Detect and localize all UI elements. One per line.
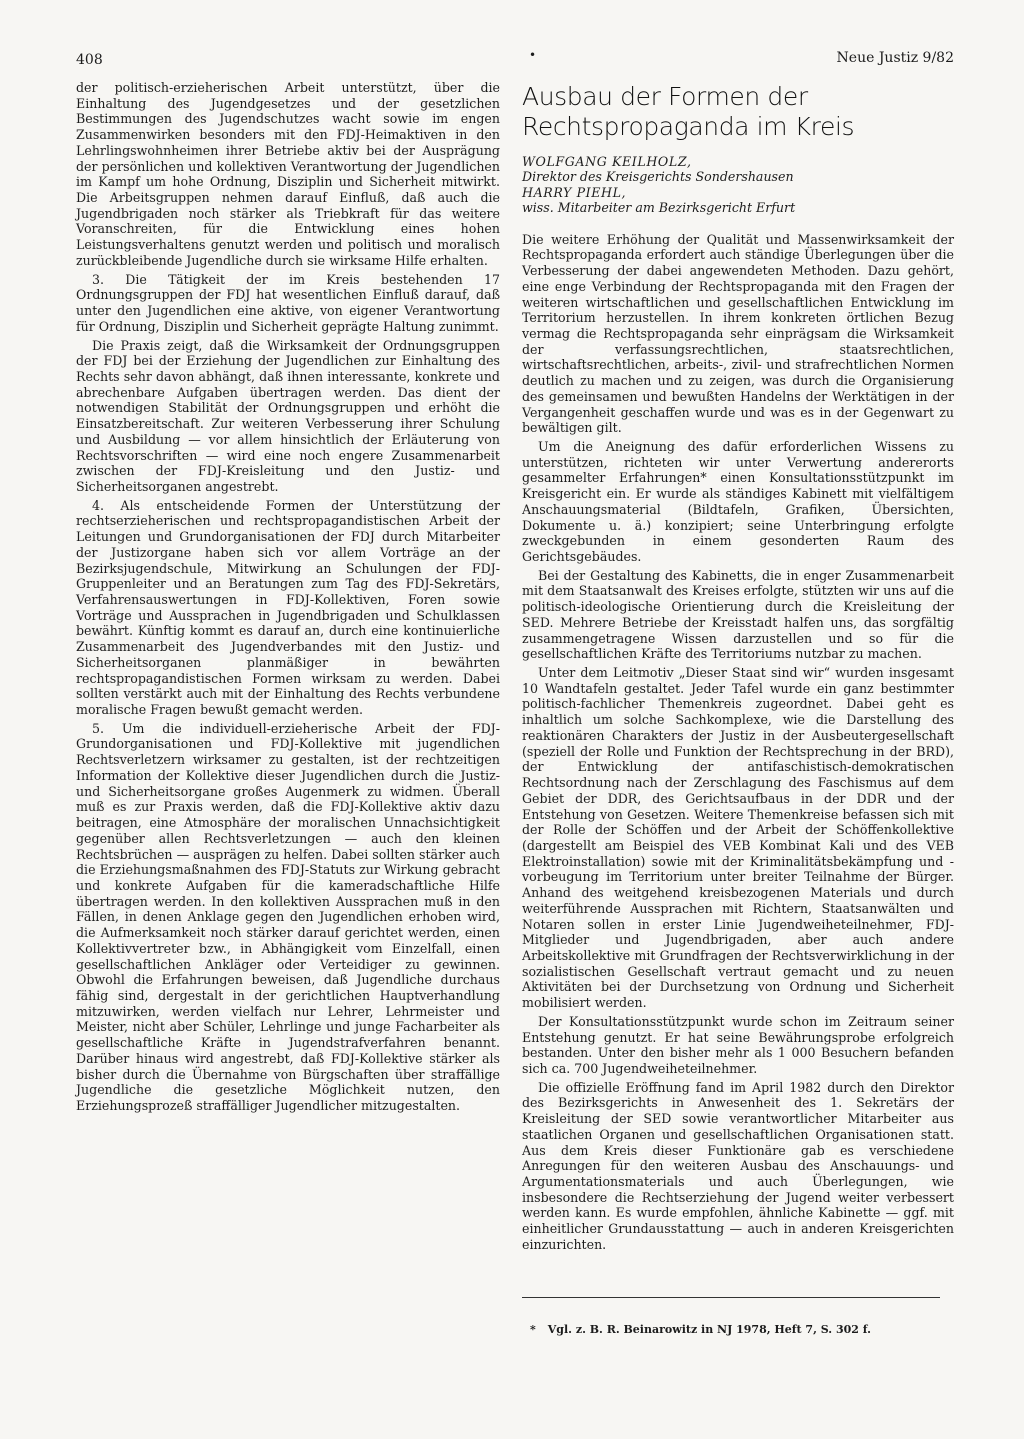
left-paragraph: 5. Um die individuell-erzieherische Arbeit der FDJ-Grundorganisationen und FDJ-Kollektive mit jugendlichen Rechtsverletzern wirksamer zu gestalten, ist der rechtzeitigen Information der Kollektive dieser Jugendlichen durch die Justiz- und Sicherheitsorgane großes Augenmerk zu widmen. Überall muß es zur Praxis werden, daß die FDJ-Kollektive aktiv dazu beitragen, eine Atmosphäre der moralischen Unnachsichtigkeit gegenüber allen Rechtsverletzungen — auch den kleinen Rechtsbrüchen — ausprägen zu helfen. Dabei sollten stärker auch die Erziehungsmaßnahmen des FDJ-Statuts zur Wirkung gebracht und konkrete Aufgaben für die kameradschaftliche Hilfe übertragen werden. In den kollektiven Aussprachen muß in den Fällen, in denen Anklage gegen den Jugendlichen erhoben wird, die Aufmerksamkeit noch stärker darauf gerichtet werden, einen Kollektivvertreter bzw., in Abhängigkeit vom Einzelfall, einen gesellschaftlichen Ankläger oder Verteidiger zu gewinnen. Obwohl die Erfahrungen beweisen, daß Jugendliche durchaus fähig sind, dergestalt in der gerichtlichen Hauptverhandlung mitzuwirken, werden vielfach nur Lehrer, Lehrmeister und Meister, nicht aber Schüler, Lehrlinge und junge Facharbeiter als gesellschaftliche Kräfte in Jugendstrafverfahren benannt. Darüber hinaus wird angestrebt, daß FDJ-Kollektive stärker als bisher durch die Übernahme von Bürgschaften über straffällige Jugendliche die gesetzliche Möglichkeit nutzen, den Erziehungsprozeß straffälliger Jugendlicher mitzugestalten. [76, 720, 500, 1113]
author-role: wiss. Mitarbeiter am Bezirksgericht Erfurt [522, 200, 796, 216]
author-name: WOLFGANG KEILHOLZ, [522, 154, 692, 169]
article-title-line: Rechtspropaganda im Kreis [522, 112, 855, 141]
article-title [522, 82, 954, 142]
article-paragraph: Die offizielle Eröffnung fand im April 1982 durch den Direktor des Bezirksgerichts in Anwesenheit des 1. Sekretärs der Kreisleitung der SED sowie verantwortlicher Mitarbeiter aus staatlichen Organen und gesellschaftlichen Organisationen statt. Aus dem Kreis dieser Funktionäre gab es verschiedene Anregungen für den weiteren Ausbau des Anschauungs- und Argumentationsmaterials und auch Überlegungen, wie insbesondere die Rechtserziehung der Jugend weiter verbessert werden kann. Es wurde empfohlen, ähnliche Kabinette — ggf. mit einheitlicher Grundausstattung — auch in anderen Kreisgerichten einzurichten. [522, 1079, 954, 1252]
footnote-text: Vgl. z. B. R. Beinarowitz in NJ 1978, Heft 7, S. 302 f. [547, 1323, 871, 1336]
footnote-divider [522, 1297, 940, 1298]
article-paragraph: Um die Aneignung des dafür erforderlichen Wissens zu unterstützen, richteten wir unter Verwertung andererorts gesammelter Erfahrungen* einen Konsultationsstützpunkt im Kreisgericht ein. Er wurde als ständiges Kabinett mit vielfältigem Anschauungsmaterial (Bildtafeln, Grafiken, Übersichten, Dokumente u. ä.) konzipiert; seine Unterbringung erfolgte zweckgebunden in einem gesonderten Raum des Gerichtsgebäudes. [522, 438, 954, 564]
author-block [522, 154, 954, 216]
journal-title: Neue Justiz 9/82 [836, 50, 954, 66]
article-paragraph: Unter dem Leitmotiv „Dieser Staat sind wir“ wurden insgesamt 10 Wandtafeln gestaltet. Jeder Tafel wurde ein ganz bestimmter politisch-fachlicher Themenkreis zugeordnet. Dabei geht es inhaltlich um solche Sachkomplexe, wie die Darstellung des reaktionären Charakters der Justiz in der Ausbeutergesellschaft (speziell der Rolle und Funktion der Rechtsprechung in der BRD), der Entwicklung der antifaschistisch-demokratischen Rechtsordnung nach der Zerschlagung des Faschismus auf dem Gebiet der DDR, des Gerichtsaufbaus in der DDR und der Entstehung von Gesetzen. Weitere Themenkreise befassen sich mit der Rolle der Schöffen und der Arbeit der Schöffenkollektive (dargestellt am Beispiel des VEB Kombinat Kali und des VEB Elektroinstallation) sowie mit der Kriminalitätsbekämpfung und -vorbeugung im Territorium unter breiter Teilnahme der Bürger. Anhand des weitgehend kreisbezogenen Materials und durch weiterführende Aussprachen mit Richtern, Staatsanwälten und Notaren sollen in erster Linie Jugendweiheteilnehmer, FDJ-Mitglieder und Jugendbrigaden, aber auch andere Arbeitskollektive mit Grundfragen der Rechtsverwirklichung in der sozialistischen Gesellschaft vertraut gemacht und zu neuen Aktivitäten bei der Durchsetzung von Ordnung und Sicherheit mobilisiert werden. [522, 665, 954, 1011]
page-number: 408 [76, 52, 103, 68]
left-paragraph: Die Praxis zeigt, daß die Wirksamkeit der Ordnungsgruppen der FDJ bei der Erziehung der Jugendlichen zur Einhaltung des Rechts sehr davon abhängt, daß ihnen interessante, konkrete und abrechenbare Aufgaben übertragen werden. Das dient der notwendigen Stabilität der Ordnungsgruppen und erhöht die Einsatzbereitschaft. Zur weiteren Verbesserung ihrer Schulung und Ausbildung — vor allem hinsichtlich der Erläuterung von Rechtsvorschriften — wird eine noch engere Zusammenarbeit zwischen der FDJ-Kreisleitung und den Justiz- und Sicherheitsorganen angestrebt. [76, 337, 500, 494]
left-column [76, 80, 500, 1380]
footnote-mark: * [530, 1323, 536, 1336]
page-header [76, 48, 954, 72]
author-role: Direktor des Kreisgerichts Sondershausen [522, 169, 794, 185]
author-name: HARRY PIEHL, [522, 184, 627, 200]
right-column [522, 82, 954, 1402]
article-paragraph: Bei der Gestaltung des Kabinetts, die in enger Zusammenarbeit mit dem Staatsanwalt des Kreises erfolgte, stützten wir uns auf die politisch-ideologische Orientierung durch die Kreisleitung der SED. Mehrere Betriebe der Kreisstadt halfen uns, das sorgfältig zusammengetragene Wissen darzustellen und so für die gesellschaftlichen Kräfte des Territoriums nutzbar zu machen. [522, 567, 954, 662]
left-paragraph: der politisch-erzieherischen Arbeit unterstützt, über die Einhaltung des Jugendgesetzes und der gesetzlichen Bestimmungen des Jugendschutzes wacht sowie im engen Zusammenwirken besonders mit den FDJ-Heimaktiven in den Lehrlingswohnheimen ihrer Betriebe aktiv bei der Ausprägung der persönlichen und kollektiven Verantwortung der Jugendlichen im Kampf um hohe Ordnung, Disziplin und Sicherheit mitwirkt. Die Arbeitsgruppen nehmen darauf Einfluß, daß auch die Jugendbrigaden noch stärker als Triebkraft für das weitere Voranschreiten, für die Entwicklung eines hohen Leistungsverhaltens genutzt werden und politisch und moralisch zurückbleibende Jugendliche durch sie wirksame Hilfe erhalten. [76, 80, 500, 268]
article-paragraph: Der Konsultationsstützpunkt wurde schon im Zeitraum seiner Entstehung genutzt. Er hat seine Bewährungsprobe erfolgreich bestanden. Unter den bisher mehr als 1 000 Besuchern befanden sich ca. 700 Jugendweiheteilnehmer. [522, 1013, 954, 1076]
footnote [530, 1323, 960, 1337]
article-title-line: Ausbau der Formen der [522, 82, 808, 111]
header-bullet: • [529, 48, 537, 62]
left-paragraph: 3. Die Tätigkeit der im Kreis bestehenden 17 Ordnungsgruppen der FDJ hat wesentlichen Einfluß darauf, daß unter den Jugendlichen eine aktive, von eigener Verantwortung für Ordnung, Disziplin und Sicherheit geprägte Haltung zunimmt. [76, 271, 500, 334]
article-paragraph: Die weitere Erhöhung der Qualität und Massenwirksamkeit der Rechtspropaganda erfordert auch ständige Überlegungen über die Verbesserung der dabei angewendeten Methoden. Dazu gehört, eine enge Verbindung der Rechtspropaganda mit den Fragen der weiteren wirtschaftlichen und gesellschaftlichen Entwicklung im Territorium herzustellen. In ihrem konkreten örtlichen Bezug vermag die Rechtspropaganda sehr einprägsam die Wirksamkeit der verfassungsrechtlichen, staatsrechtlichen, wirtschaftsrechtlichen, arbeits-, zivil- und strafrechtlichen Normen deutlich zu machen und zu zeigen, was durch die Organisierung des gemeinsamen und bewußten Handelns der Werktätigen in der Vergangenheit geschaffen wurde und was es in der Gegenwart zu bewältigen gilt. [522, 231, 954, 436]
left-paragraph: 4. Als entscheidende Formen der Unterstützung der rechtserzieherischen und rechtspropagandistischen Arbeit der Leitungen und Grundorganisationen der FDJ durch Mitarbeiter der Justizorgane haben sich vor allem Vorträge an der Bezirksjugendschule, Mitwirkung an Schulungen der FDJ-Gruppenleiter und an Beratungen zum Tag des FDJ-Sekretärs, Verfahrensauswertungen in FDJ-Kollektiven, Foren sowie Vorträge und Aussprachen in Jugendbrigaden und Schulklassen bewährt. Künftig kommt es darauf an, durch eine kontinuierliche Zusammenarbeit des Jugendverbandes mit den Justiz- und Sicherheitsorganen planmäßiger in bewährten rechtspropagandistischen Formen wirksam zu werden. Dabei sollten verstärkt auch mit der Einhaltung des Rechts verbundene moralische Fragen bewußt gemacht werden. [76, 497, 500, 718]
